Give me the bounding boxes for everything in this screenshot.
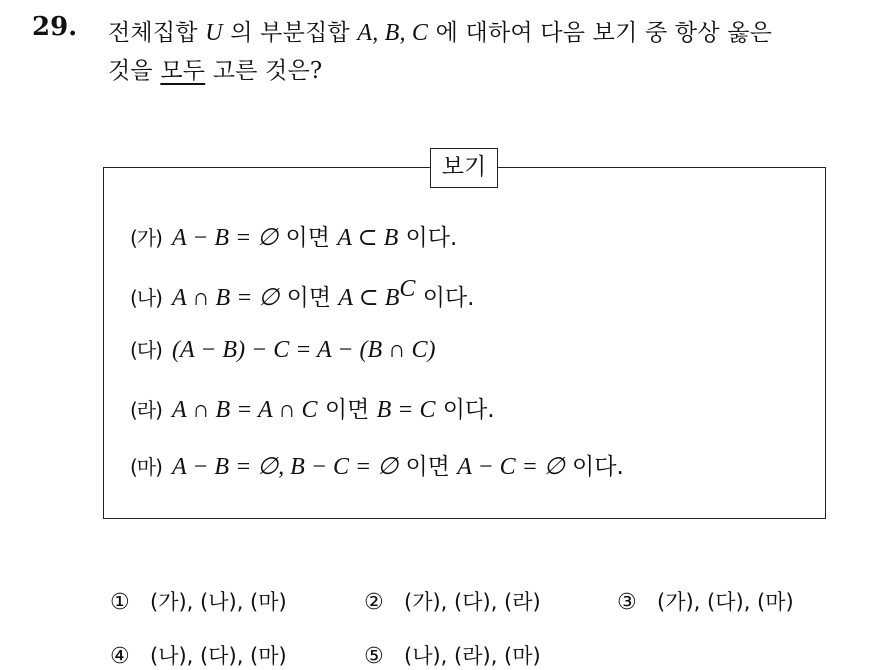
answer-choice-1[interactable]: ① (가), (나), (마) [110, 590, 287, 615]
answer-choice-4[interactable]: ④ (나), (다), (마) [110, 644, 287, 669]
question-number: 29. [32, 12, 78, 42]
example-item: (라) A ∩ B = A ∩ C 이면 B = C 이다. [130, 397, 495, 423]
question-text-line-1: 전체집합 U 의 부분집합 A, B, C 에 대하여 다음 보기 중 항상 옳은 [108, 20, 773, 46]
example-box-title: 보기 [430, 148, 498, 188]
example-item: (나) A ∩ B = ∅ 이면 A ⊂ $B^C$ 이다. [130, 276, 475, 311]
universal-set-symbol: U [205, 20, 223, 46]
example-item: (다) (A − B) − C = A − (B ∩ C) [130, 337, 436, 363]
subset-symbols: A, B, C [357, 20, 429, 46]
answer-choice-5[interactable]: ⑤ (나), (라), (마) [364, 644, 541, 669]
example-item: (가) A − B = ∅ 이면 A ⊂ B 이다. [130, 225, 458, 251]
question-text-line-2: 것을 모두 고른 것은? [108, 58, 323, 84]
emphasis-all: 모두 [160, 58, 206, 84]
example-item: (마) A − B = ∅, B − C = ∅ 이면 A − C = ∅ 이다. [130, 454, 624, 480]
answer-choice-2[interactable]: ② (가), (다), (라) [364, 590, 541, 615]
answer-choice-3[interactable]: ③ (가), (다), (마) [617, 590, 794, 615]
